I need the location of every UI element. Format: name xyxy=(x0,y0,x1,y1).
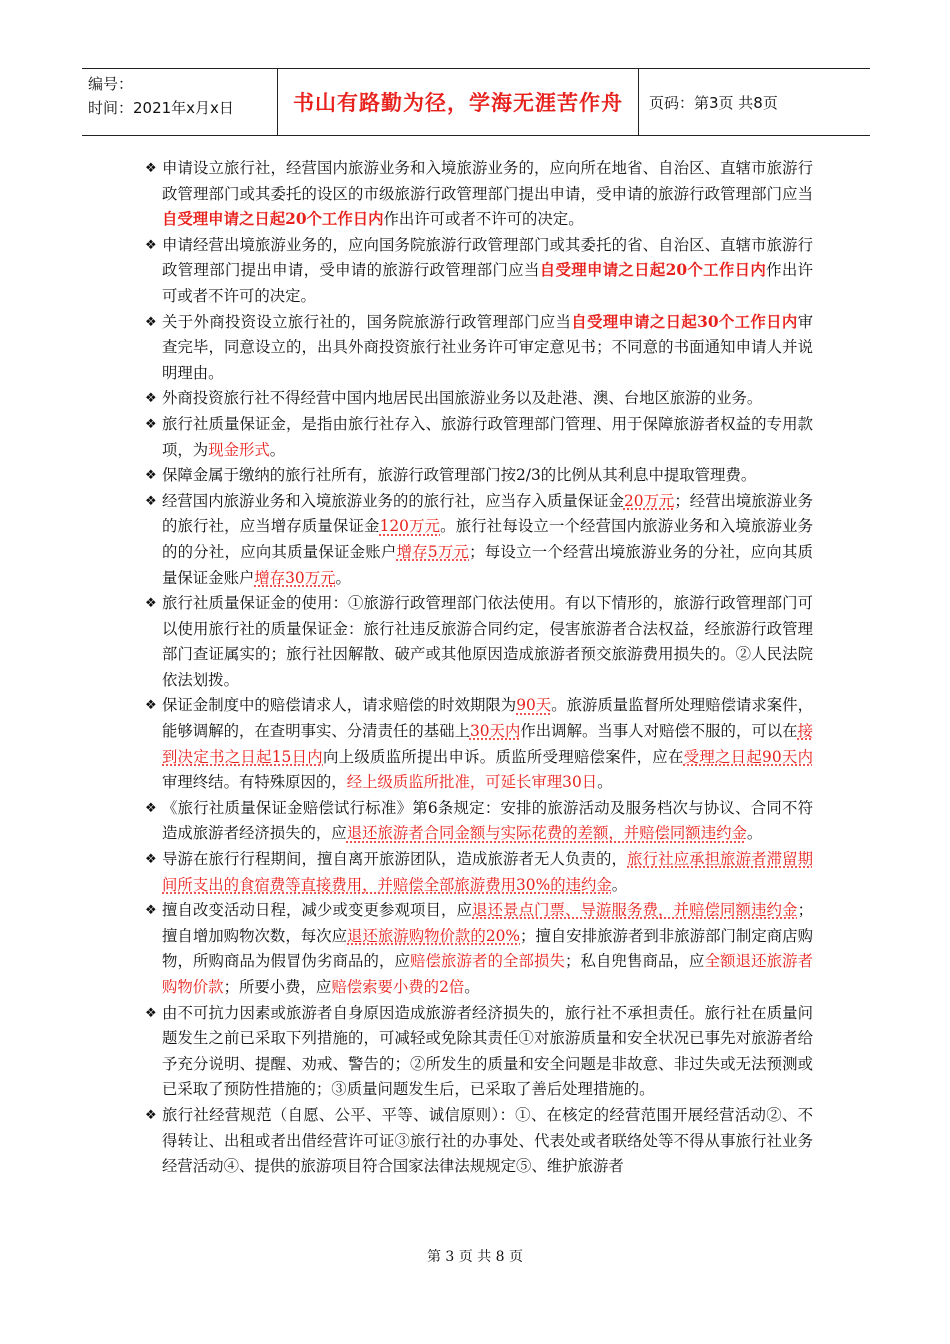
paragraph-text: 申请经营出境旅游业务的，应向国务院旅游行政管理部门或其委托的省、自治区、直辖市旅游行政管理部门提出申请，受申请的旅游行政管理部门应当 xyxy=(162,235,813,280)
highlighted-text: 120万元 xyxy=(379,517,441,536)
highlighted-text: 退还旅游购物价款的20% xyxy=(347,926,521,945)
paragraph-text: 导游在旅行行程期间，擅自离开旅游团队，造成旅游者无人负责的， xyxy=(162,850,628,869)
bullet-paragraph xyxy=(145,1001,813,1103)
bullet-diamond-icon: ❖ xyxy=(145,468,157,484)
highlighted-text: 退还旅游者合同金额与实际花费的差额，并赔偿同额违约金 xyxy=(346,824,747,843)
paragraph-text: 申请设立旅行社，经营国内旅游业务和入境旅游业务的，应向所在地省、自治区、直辖市旅游行政管理部门或其委托的设区的市级旅游行政管理部门提出申请，受申请的旅游行政管理部门应当 xyxy=(162,159,813,203)
bullet-diamond-icon: ❖ xyxy=(145,1107,157,1123)
highlighted-text: 自受理申请之日起20个工作日内 xyxy=(539,261,767,280)
paragraph-text: ；擅自增加购物次数，每次应 xyxy=(162,901,813,945)
bullet-diamond-icon: ❖ xyxy=(145,852,157,868)
bullet-diamond-icon: ❖ xyxy=(145,698,157,714)
highlighted-text: 自受理申请之日起30个工作日内 xyxy=(571,312,798,331)
bullet-diamond-icon: ❖ xyxy=(145,800,157,816)
highlighted-text: 退还景点门票、导游服务费，并赔偿同额违约金 xyxy=(472,901,798,920)
bullet-diamond-icon: ❖ xyxy=(145,596,157,612)
paragraph-text: 关于外商投资设立旅行社的，国务院旅游行政管理部门应当 xyxy=(162,312,572,331)
paragraph-text: 经营国内旅游业务和入境旅游业务的的旅行社，应当存入质量保证金 xyxy=(162,491,624,510)
paragraph-text: 。旅行社每设立一个经营国内旅游业务和入境旅游业务的的分社，应向其质量保证金账户 xyxy=(162,517,813,561)
paragraph-text: 旅行社经营规范（自愿、公平、平等、诚信原则）：①、在核定的经营范围开展经营活动②、不得转让、出租或者出借经营许可证③旅行社的办事处、代表处或者联络处等不得从事旅行社业务经营活动④、提供的旅游项目符合国家法律法规规定⑤、维护旅游者 xyxy=(162,1105,813,1176)
bullet-diamond-icon: ❖ xyxy=(145,416,157,432)
bullet-paragraph xyxy=(145,412,813,463)
bullet-diamond-icon: ❖ xyxy=(145,161,157,176)
highlighted-text: 旅行社应承担旅游者滞留期间所支出的食宿费等直接费用，并赔偿全部旅游费用30%的违约金 xyxy=(162,850,813,894)
bullet-diamond-icon: ❖ xyxy=(145,314,157,330)
bullet-paragraph xyxy=(145,489,813,591)
bullet-paragraph xyxy=(145,156,813,233)
paragraph-text: 向上级质监所提出申诉。质监所受理赔偿案件，应在 xyxy=(323,747,684,766)
header-page-info: 页码：第3页 共8页 xyxy=(649,93,778,112)
paragraph-text: 。 xyxy=(746,824,763,843)
paragraph-text: 作出调解。当事人对赔偿不服的，可以在 xyxy=(520,722,798,741)
paragraph-text: 由不可抗力因素或旅游者自身原因造成旅游者经济损失的，旅行社不承担责任。旅行社在质量问题发生之前已采取下列措施的，可减轻或免除其责任①对旅游质量和安全状况已事先对旅游者给予充分说明、提醒、劝戒、警告的；②所发生的质量和安全问题是非故意、非过失或无法预测或已采取了预防性措施的；③质量问题发生后，已采取了善后处理措施的。 xyxy=(162,1003,813,1099)
paragraph-text: ；私自兜售商品，应 xyxy=(565,952,705,971)
highlighted-text: 经上级质监所批准，可延长审理30日 xyxy=(346,773,598,792)
highlighted-text: 受理之日起90天内 xyxy=(683,747,813,766)
highlighted-text: 90天 xyxy=(516,696,552,715)
highlighted-text: 20万元 xyxy=(623,491,675,510)
bullet-diamond-icon: ❖ xyxy=(145,903,157,919)
paragraph-text: 保障金属于缴纳的旅行社所有，旅游行政管理部门按2/3的比例从其利息中提取管理费。 xyxy=(162,466,757,485)
paragraph-text: 。 xyxy=(269,440,286,459)
bullet-paragraph xyxy=(145,310,813,387)
bullet-diamond-icon: ❖ xyxy=(145,493,157,509)
bullet-paragraph xyxy=(145,591,813,693)
paragraph-text: 。 xyxy=(464,978,480,996)
bullet-paragraph xyxy=(145,386,813,412)
bullet-paragraph xyxy=(145,1103,813,1180)
paragraph-text: 保证金制度中的赔偿请求人，请求赔偿的时效期限为 xyxy=(162,696,517,715)
bullet-paragraph xyxy=(145,898,813,1000)
highlighted-text: 增存5万元 xyxy=(396,542,470,561)
paragraph-text: 擅自改变活动日程，减少或变更参观项目，应 xyxy=(162,901,473,920)
paragraph-text: 。旅游质量监督所处理赔偿请求案件，能够调解的，在查明事实、分清责任的基础上 xyxy=(162,696,813,741)
paragraph-text: ；擅自安排旅游者到非旅游部门制定商店购物，所购商品为假冒伪劣商品的，应 xyxy=(162,926,813,971)
bullet-paragraph xyxy=(145,796,813,847)
paragraph-text: 审理终结。有特殊原因的， xyxy=(162,773,347,792)
bullet-paragraph xyxy=(145,233,813,310)
paragraph-text: 。 xyxy=(597,773,613,792)
header-meta xyxy=(82,69,278,135)
header-motto: 书山有路勤为径，学海无涯苦作舟 xyxy=(293,91,623,115)
paragraph-text: 作出许可或者不许可的决定。 xyxy=(383,210,584,229)
bullet-paragraph xyxy=(145,847,813,898)
paragraph-text: ；每设立一个经营出境旅游业务的分社，应向其质量保证金账户 xyxy=(162,542,813,587)
doc-number: 编号： xyxy=(88,75,134,93)
bullet-diamond-icon: ❖ xyxy=(145,237,157,253)
bullet-diamond-icon: ❖ xyxy=(145,1005,157,1021)
highlighted-text: 增存30万元 xyxy=(254,568,336,587)
paragraph-text: 旅行社质量保证金，是指由旅行社存入、旅游行政管理部门管理、用于保障旅游者权益的专用款项，为 xyxy=(162,414,813,459)
bullet-paragraph xyxy=(145,463,813,489)
paragraph-text: ；经营出境旅游业务的旅行社，应当增存质量保证金 xyxy=(162,491,813,536)
doc-date: 时间：2021年x月x日 xyxy=(88,99,234,117)
header-page-cell xyxy=(639,69,870,135)
highlighted-text: 自受理申请之日起20个工作日内 xyxy=(162,210,384,229)
page-header xyxy=(82,68,870,136)
paragraph-text: 外商投资旅行社不得经营中国内地居民出国旅游业务以及赴港、澳、台地区旅游的业务。 xyxy=(162,389,763,408)
highlighted-text: 接到决定书之日起15日内 xyxy=(162,722,813,766)
header-motto-cell xyxy=(278,69,639,135)
page-footer: 第 3 页 共 8 页 xyxy=(426,1249,524,1265)
highlighted-text: 赔偿旅游者的全部损失 xyxy=(410,952,566,971)
paragraph-text: 。 xyxy=(611,875,628,894)
paragraph-text: 旅行社质量保证金的使用：①旅游行政管理部门依法使用。有以下情形的，旅游行政管理部门可以使用旅行社的质量保证金：旅行社违反旅游合同约定，侵害旅游者合法权益，经旅游行政管理部门查证属实的；旅行社因解散、破产或其他原因造成旅游者预交旅游费用损失的。②人民法院依法划拨。 xyxy=(162,594,813,689)
highlighted-text: 现金形式 xyxy=(208,440,270,459)
bullet-paragraph xyxy=(145,693,813,795)
paragraph-text: ；所要小费，应 xyxy=(223,978,332,996)
highlighted-text: 全额退还旅游者购物价款 xyxy=(162,952,813,996)
bullet-diamond-icon: ❖ xyxy=(145,391,157,407)
document-body xyxy=(145,156,813,1180)
paragraph-text: 。 xyxy=(335,568,351,587)
paragraph-text: 《旅行社质量保证金赔偿试行标准》第6条规定：安排的旅游活动及服务档次与协议、合同不符造成旅游者经济损失的，应 xyxy=(162,798,813,843)
paragraph-text: 审查完毕，同意设立的，出具外商投资旅行社业务许可审定意见书；不同意的书面通知申请人并说明理由。 xyxy=(162,312,813,382)
highlighted-text: 30天内 xyxy=(469,722,521,741)
paragraph-text: 作出许可或者不许可的决定。 xyxy=(162,261,813,305)
highlighted-text: 赔偿索要小费的2倍 xyxy=(331,978,465,996)
